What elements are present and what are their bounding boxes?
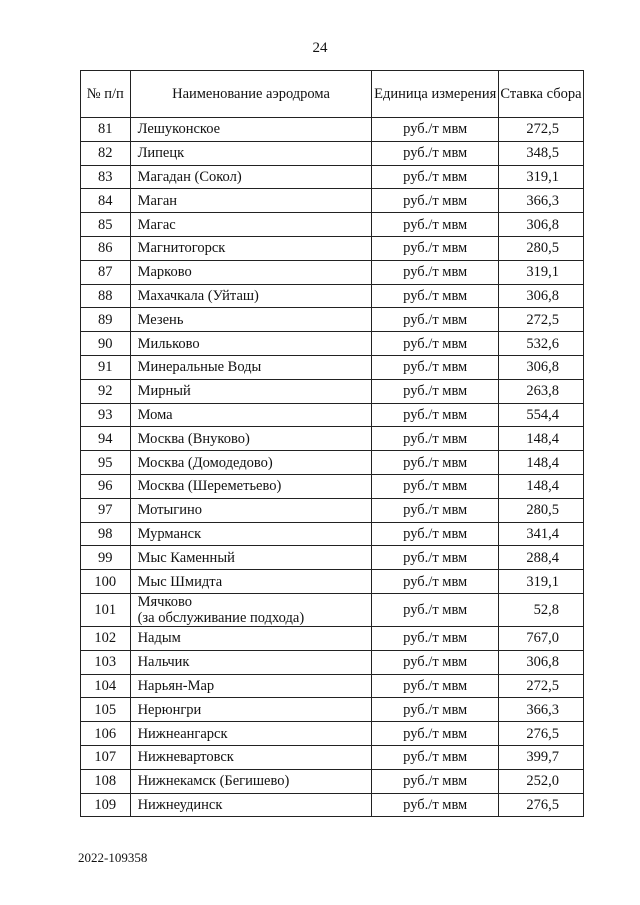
fee-rate: 532,6 bbox=[498, 332, 583, 356]
row-number: 105 bbox=[81, 698, 131, 722]
fee-rate: 366,3 bbox=[498, 698, 583, 722]
table-row bbox=[81, 745, 584, 769]
unit-of-measure: руб./т мвм bbox=[372, 522, 499, 546]
row-number: 89 bbox=[81, 308, 131, 332]
row-number: 104 bbox=[81, 674, 131, 698]
row-number: 107 bbox=[81, 745, 131, 769]
page-number: 24 bbox=[312, 40, 328, 56]
fee-rate: 263,8 bbox=[498, 379, 583, 403]
row-number: 100 bbox=[81, 570, 131, 594]
fee-rate: 554,4 bbox=[498, 403, 583, 427]
fee-rate: 288,4 bbox=[498, 546, 583, 570]
table-row bbox=[81, 626, 584, 650]
table-row bbox=[81, 698, 584, 722]
table-row bbox=[81, 593, 584, 626]
row-number: 93 bbox=[81, 403, 131, 427]
unit-of-measure: руб./т мвм bbox=[372, 189, 499, 213]
row-number: 87 bbox=[81, 260, 131, 284]
airfield-name: Нерюнгри bbox=[130, 698, 372, 722]
unit-of-measure: руб./т мвм bbox=[372, 427, 499, 451]
row-number: 81 bbox=[81, 118, 131, 142]
unit-of-measure: руб./т мвм bbox=[372, 570, 499, 594]
table-row bbox=[81, 498, 584, 522]
unit-of-measure: руб./т мвм bbox=[372, 284, 499, 308]
unit-of-measure: руб./т мвм bbox=[372, 674, 499, 698]
table-row bbox=[81, 427, 584, 451]
table-row bbox=[81, 332, 584, 356]
airfield-name: Нижневартовск bbox=[130, 745, 372, 769]
unit-of-measure: руб./т мвм bbox=[372, 593, 499, 626]
row-number: 106 bbox=[81, 722, 131, 746]
table-row bbox=[81, 546, 584, 570]
airfield-name: Мильково bbox=[130, 332, 372, 356]
airfield-name: Мурманск bbox=[130, 522, 372, 546]
airfield-name: Нижнеангарск bbox=[130, 722, 372, 746]
fee-rate: 272,5 bbox=[498, 308, 583, 332]
unit-of-measure: руб./т мвм bbox=[372, 722, 499, 746]
airfield-name: Москва (Внуково) bbox=[130, 427, 372, 451]
airfield-name: Надым bbox=[130, 626, 372, 650]
table-row bbox=[81, 379, 584, 403]
row-number: 103 bbox=[81, 650, 131, 674]
unit-of-measure: руб./т мвм bbox=[372, 213, 499, 237]
fee-rate: 272,5 bbox=[498, 118, 583, 142]
table-row bbox=[81, 474, 584, 498]
unit-of-measure: руб./т мвм bbox=[372, 498, 499, 522]
fee-rate: 276,5 bbox=[498, 793, 583, 817]
airfield-name: Нарьян-Мар bbox=[130, 674, 372, 698]
unit-of-measure: руб./т мвм bbox=[372, 769, 499, 793]
fee-rate: 319,1 bbox=[498, 165, 583, 189]
airfield-name: Мыс Каменный bbox=[130, 546, 372, 570]
fee-rate: 306,8 bbox=[498, 650, 583, 674]
airfield-name: Мыс Шмидта bbox=[130, 570, 372, 594]
fee-rate: 276,5 bbox=[498, 722, 583, 746]
unit-of-measure: руб./т мвм bbox=[372, 141, 499, 165]
unit-of-measure: руб./т мвм bbox=[372, 308, 499, 332]
fee-rate: 252,0 bbox=[498, 769, 583, 793]
fee-rate: 148,4 bbox=[498, 474, 583, 498]
fee-rate: 767,0 bbox=[498, 626, 583, 650]
table-row bbox=[81, 260, 584, 284]
unit-of-measure: руб./т мвм bbox=[372, 379, 499, 403]
row-number: 101 bbox=[81, 593, 131, 626]
unit-of-measure: руб./т мвм bbox=[372, 165, 499, 189]
row-number: 109 bbox=[81, 793, 131, 817]
airfield-name: Липецк bbox=[130, 141, 372, 165]
row-number: 82 bbox=[81, 141, 131, 165]
table-row bbox=[81, 284, 584, 308]
airfield-name: Мотыгино bbox=[130, 498, 372, 522]
airfield-name: Маган bbox=[130, 189, 372, 213]
airfield-name: Нальчик bbox=[130, 650, 372, 674]
fee-rate: 306,8 bbox=[498, 355, 583, 379]
table-row bbox=[81, 722, 584, 746]
unit-of-measure: руб./т мвм bbox=[372, 236, 499, 260]
airfield-name: Мезень bbox=[130, 308, 372, 332]
fee-rate: 319,1 bbox=[498, 570, 583, 594]
unit-of-measure: руб./т мвм bbox=[372, 403, 499, 427]
table-row bbox=[81, 769, 584, 793]
table-row bbox=[81, 213, 584, 237]
table-row bbox=[81, 793, 584, 817]
unit-of-measure: руб./т мвм bbox=[372, 745, 499, 769]
table-row bbox=[81, 403, 584, 427]
header-rate: Ставка сбора bbox=[498, 71, 583, 118]
unit-of-measure: руб./т мвм bbox=[372, 626, 499, 650]
row-number: 86 bbox=[81, 236, 131, 260]
document-number: 2022-109358 bbox=[78, 850, 148, 865]
row-number: 96 bbox=[81, 474, 131, 498]
table-row bbox=[81, 570, 584, 594]
table-row bbox=[81, 451, 584, 475]
airfield-name: Москва (Домодедово) bbox=[130, 451, 372, 475]
table-row bbox=[81, 165, 584, 189]
unit-of-measure: руб./т мвм bbox=[372, 793, 499, 817]
fee-rate: 399,7 bbox=[498, 745, 583, 769]
row-number: 95 bbox=[81, 451, 131, 475]
airfield-name: Москва (Шереметьево) bbox=[130, 474, 372, 498]
fee-rate: 52,8 bbox=[498, 593, 583, 626]
airfield-name: Махачкала (Уйташ) bbox=[130, 284, 372, 308]
airfield-name: Мирный bbox=[130, 379, 372, 403]
fee-rate: 148,4 bbox=[498, 427, 583, 451]
row-number: 94 bbox=[81, 427, 131, 451]
row-number: 102 bbox=[81, 626, 131, 650]
row-number: 108 bbox=[81, 769, 131, 793]
fee-rate: 319,1 bbox=[498, 260, 583, 284]
fee-rate: 366,3 bbox=[498, 189, 583, 213]
fee-rate: 280,5 bbox=[498, 236, 583, 260]
row-number: 85 bbox=[81, 213, 131, 237]
airfield-name: Магас bbox=[130, 213, 372, 237]
airfield-name-note: (за обслуживание подхода) bbox=[137, 609, 305, 626]
airfield-name bbox=[130, 593, 372, 626]
fee-rate: 306,8 bbox=[498, 284, 583, 308]
table-row bbox=[81, 141, 584, 165]
airfield-name: Минеральные Воды bbox=[130, 355, 372, 379]
unit-of-measure: руб./т мвм bbox=[372, 546, 499, 570]
row-number: 91 bbox=[81, 355, 131, 379]
fee-rate: 148,4 bbox=[498, 451, 583, 475]
table-row bbox=[81, 308, 584, 332]
table-header-row bbox=[81, 71, 584, 118]
row-number: 84 bbox=[81, 189, 131, 213]
table-row bbox=[81, 650, 584, 674]
unit-of-measure: руб./т мвм bbox=[372, 332, 499, 356]
table-body bbox=[81, 118, 584, 817]
header-airfield-name: Наименование аэродрома bbox=[130, 71, 372, 118]
airfield-name: Нижнекамск (Бегишево) bbox=[130, 769, 372, 793]
row-number: 88 bbox=[81, 284, 131, 308]
row-number: 97 bbox=[81, 498, 131, 522]
header-number: № п/п bbox=[81, 71, 131, 118]
row-number: 83 bbox=[81, 165, 131, 189]
unit-of-measure: руб./т мвм bbox=[372, 118, 499, 142]
airfield-name: Нижнеудинск bbox=[130, 793, 372, 817]
fee-rate: 348,5 bbox=[498, 141, 583, 165]
table-row bbox=[81, 674, 584, 698]
table-row bbox=[81, 355, 584, 379]
row-number: 90 bbox=[81, 332, 131, 356]
fee-rate: 341,4 bbox=[498, 522, 583, 546]
fee-rate: 272,5 bbox=[498, 674, 583, 698]
row-number: 92 bbox=[81, 379, 131, 403]
unit-of-measure: руб./т мвм bbox=[372, 355, 499, 379]
fee-rate: 280,5 bbox=[498, 498, 583, 522]
airfield-name: Магадан (Сокол) bbox=[130, 165, 372, 189]
airfield-name: Мома bbox=[130, 403, 372, 427]
airfield-name: Марково bbox=[130, 260, 372, 284]
fee-rate: 306,8 bbox=[498, 213, 583, 237]
airfield-name: Магнитогорск bbox=[130, 236, 372, 260]
airfield-name-line: Мячково bbox=[137, 593, 192, 610]
table-row bbox=[81, 118, 584, 142]
table-row bbox=[81, 189, 584, 213]
unit-of-measure: руб./т мвм bbox=[372, 698, 499, 722]
unit-of-measure: руб./т мвм bbox=[372, 474, 499, 498]
row-number: 99 bbox=[81, 546, 131, 570]
table-header bbox=[81, 71, 584, 118]
row-number: 98 bbox=[81, 522, 131, 546]
airfield-rates-table bbox=[80, 70, 584, 817]
header-unit: Единица измерения bbox=[372, 71, 499, 118]
table-row bbox=[81, 522, 584, 546]
unit-of-measure: руб./т мвм bbox=[372, 451, 499, 475]
table-row bbox=[81, 236, 584, 260]
unit-of-measure: руб./т мвм bbox=[372, 260, 499, 284]
airfield-name: Лешуконское bbox=[130, 118, 372, 142]
unit-of-measure: руб./т мвм bbox=[372, 650, 499, 674]
